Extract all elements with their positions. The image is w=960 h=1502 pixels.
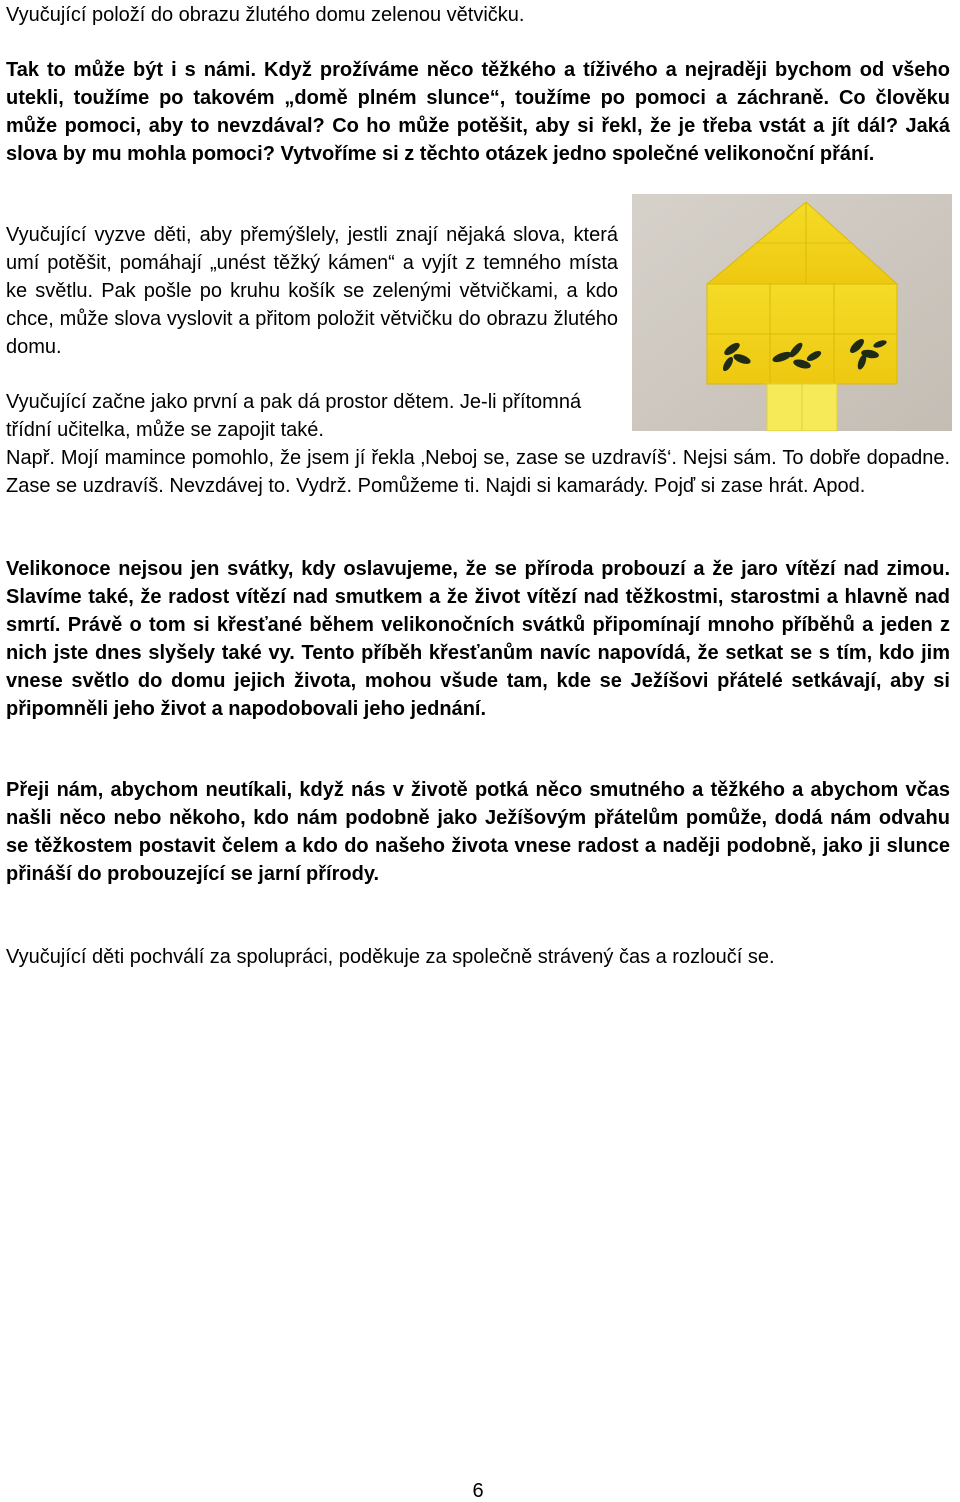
- yellow-house-photo: [632, 194, 952, 431]
- wish-paragraph: Přeji nám, abychom neutíkali, když nás v životě potká něco smutného a těžkého a abychom včas našli něco nebo někoho, kdo nám podobně jako Ježíšovým přátelům pomůže, dodá nám odvahu se těžkostem postavit čelem a kdo do našeho života vnese radost a naději podobně, jako ji slunce přináší do probouzející se jarní přírody.: [6, 779, 950, 885]
- closing-paragraph: Vyučující děti pochválí za spolupráci, poděkuje za společně strávený čas a rozloučí se.: [6, 946, 775, 968]
- easter-paragraph: Velikonoce nejsou jen svátky, kdy oslavujeme, že se příroda probouzí a že jaro vítězí nad zimou. Slavíme také, že radost vítězí nad smutkem a že život vítězí nad těžkostmi, starostmi a hlavně nad smrtí. Právě o tom si křesťané během velikonočních svátků připomínají mnoho příběhů a jeden z nich jste dnes slyšely také vy. Tento příběh křesťanům navíc napovídá, že setkat se s tím, kdo jim vnese světlo do domu jejich života, mohou všude tam, kde se Ježíšovi přátelé setkávají, aby si připomněli jeho život a napodobovali jeho jednání.: [6, 558, 950, 720]
- invite-paragraph: Vyučující vyzve děti, aby přemýšlely, jestli znají nějaká slova, která umí potěšit, pomáhají „unést těžký kámen“ a vyjít z temného místa ke světlu. Pak pošle po kruhu košík se zelenými větvičkami, a kdo chce, může slova vyslovit a přitom položit větvičku do obrazu žlutého domu.: [6, 224, 618, 358]
- question-paragraph: Tak to může být i s námi. Když prožíváme něco těžkého a tíživého a nejraději bychom od všeho utekli, toužíme po takovém „domě plném slunce“, toužíme po pomoci a záchraně. Co člověku může pomoci, aby to nevzdával? Co ho může potěšit, aby si řekl, že je třeba vstát a jít dál? Jaká slova by mu mohla pomoci? Vytvoříme si z těchto otázek jedno společné velikonoční přání.: [6, 59, 950, 165]
- page-number: 6: [472, 1480, 484, 1502]
- intro-paragraph: Vyučující položí do obrazu žlutého domu zelenou větvičku.: [6, 4, 525, 26]
- examples-paragraph: Např. Mojí mamince pomohlo, že jsem jí řekla ‚Neboj se, zase se uzdravíš‘. Nejsi sám. To dobře dopadne. Zase se uzdravíš. Nevzdávej to. Vydrž. Pomůžeme ti. Najdi si kamarády. Pojď si zase hrát. Apod.: [6, 447, 950, 497]
- yellow-house-illustration: [632, 194, 952, 431]
- start-paragraph: Vyučující začne jako první a pak dá prostor dětem. Je-li přítomná třídní učitelka, může se zapojit také.: [6, 391, 582, 441]
